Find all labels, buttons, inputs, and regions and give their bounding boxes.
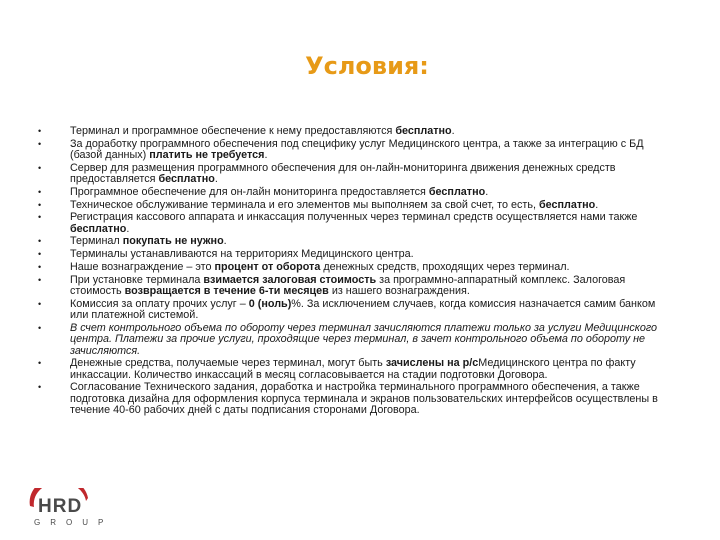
- text-segment: Техническое обслуживание терминала и его элементов мы выполняем за свой счет, то есть,: [70, 198, 539, 211]
- list-item-text: [70, 199, 598, 211]
- list-item: [38, 299, 670, 322]
- emphasis-text: бесплатно: [70, 222, 127, 235]
- bullet-icon: •: [38, 382, 42, 393]
- bullet-icon: •: [38, 199, 42, 210]
- list-item-text: [70, 381, 658, 416]
- text-segment: За доработку программного обеспечения под специфику услуг Медицинского центра, а также за интеграцию с БД (базой данных): [70, 137, 644, 162]
- list-item: [38, 212, 670, 235]
- text-segment: .: [126, 222, 130, 235]
- text-segment: из нашего вознаграждения.: [328, 284, 470, 297]
- list-item-text: [70, 211, 637, 234]
- bullet-icon: •: [38, 358, 42, 369]
- emphasis-text: бесплатно: [538, 198, 596, 211]
- slide-title: Условия:: [305, 52, 429, 80]
- list-item: [38, 163, 670, 186]
- emphasis-text: взимается залоговая стоимость: [203, 273, 377, 286]
- text-segment: Денежные средства, получаемые через терминал, могут быть: [70, 357, 386, 370]
- list-item: [38, 139, 670, 162]
- bullet-icon: •: [38, 274, 42, 285]
- list-item: [38, 382, 670, 416]
- text-segment: .: [223, 235, 227, 248]
- text-segment: .: [214, 173, 218, 186]
- text-segment: Медицинского центра по факту инкассации. Количество инкассаций в месяц согласовывается на стадии подготовки Договора.: [70, 357, 636, 381]
- text-segment: При установке терминала: [70, 273, 204, 286]
- list-item-text: [70, 235, 227, 247]
- list-item: [38, 323, 670, 357]
- emphasis-text: бесплатно: [428, 185, 486, 198]
- text-segment: Терминалы устанавливаются на территориях Медицинского центра.: [70, 248, 414, 261]
- bullet-icon: •: [38, 162, 42, 173]
- emphasis-text: бесплатно: [395, 125, 452, 137]
- text-segment: денежных средств, проходящих через терминал.: [320, 260, 570, 273]
- list-item-text: [70, 248, 414, 260]
- emphasis-text: зачислены на р/с: [385, 357, 479, 370]
- emphasis-text: платить не требуется: [149, 149, 265, 162]
- emphasis-text: процент от оборота: [214, 260, 321, 273]
- text-segment: .: [264, 149, 268, 162]
- list-item: [38, 200, 670, 211]
- list-item-text: [70, 357, 636, 380]
- bullet-icon: •: [38, 261, 42, 272]
- hrd-mark: [30, 488, 88, 517]
- list-item-text: [70, 125, 455, 137]
- text-segment: Наше вознаграждение – это: [70, 260, 215, 273]
- hrd-group-logo: [28, 488, 138, 528]
- conditions-list: [38, 126, 670, 418]
- bullet-icon: •: [38, 236, 42, 247]
- text-segment: за программно-аппаратный комплекс. Залоговая стоимость: [70, 273, 626, 297]
- text-segment: .: [485, 185, 489, 198]
- list-item: [38, 236, 670, 247]
- list-item-text: [70, 186, 488, 198]
- emphasis-text: бесплатно: [158, 173, 215, 186]
- list-item: [38, 126, 670, 137]
- list-item: [38, 358, 670, 381]
- bullet-icon: •: [38, 298, 42, 309]
- emphasis-text: 0 (ноль): [248, 297, 292, 310]
- bullet-icon: •: [38, 138, 42, 149]
- text-segment: Регистрация кассового аппарата и инкассация полученных через терминал средств осуществляется нами также: [70, 211, 638, 224]
- logo-name: HRD: [38, 496, 83, 517]
- text-segment: Согласование Технического задания, доработка и настройка терминального программного обеспечения, а также подготовка дизайна для оформления корпуса терминала и экранов пользовательских интерфейсов осуществлены в течение 40-60 рабочих дней с даты подписания сторонами Договора.: [70, 381, 658, 417]
- text-segment: Сервер для размещения программного обеспечения для он-лайн-мониторинга движения денежных средств предоставляется: [70, 161, 616, 186]
- list-item-text: [70, 298, 655, 321]
- text-segment: .: [595, 198, 599, 211]
- text-segment: .: [451, 125, 455, 137]
- text-segment: Терминал и программное обеспечение к нему предоставляются: [70, 125, 396, 137]
- bullet-icon: •: [38, 186, 42, 197]
- list-item: [38, 249, 670, 260]
- text-segment: %. За исключением случаев, когда комиссия назначается самим банком или платежной системой.: [70, 297, 656, 322]
- text-segment: Комиссия за оплату прочих услуг –: [70, 297, 249, 310]
- text-segment: В счет контрольного объема по обороту через терминал зачисляются платежи только за услуги Медицинского центра. Платежи за прочие услуги, проходящие через терминал, в зачет контрольного объема по обороту не зачисляются.: [70, 321, 658, 357]
- list-item: [38, 275, 670, 298]
- text-segment: Программное обеспечение для он-лайн мониторинга предоставляется: [70, 185, 429, 198]
- list-item-text: [70, 162, 616, 185]
- bullet-icon: •: [38, 212, 42, 223]
- list-item-text: [70, 322, 657, 357]
- emphasis-text: покупать не нужно: [122, 235, 224, 248]
- bullet-icon: •: [38, 322, 42, 333]
- list-item-text: [70, 274, 625, 297]
- logo-sub: GROUP: [34, 518, 114, 527]
- list-item-text: [70, 261, 570, 273]
- text-segment: Терминал: [70, 235, 123, 248]
- emphasis-text: возвращается в течение 6-ти месяцев: [124, 284, 329, 297]
- list-item: [38, 187, 670, 198]
- list-item: [38, 262, 670, 273]
- bullet-icon: •: [38, 249, 42, 260]
- list-item-text: [70, 138, 644, 161]
- bullet-icon: •: [38, 126, 42, 136]
